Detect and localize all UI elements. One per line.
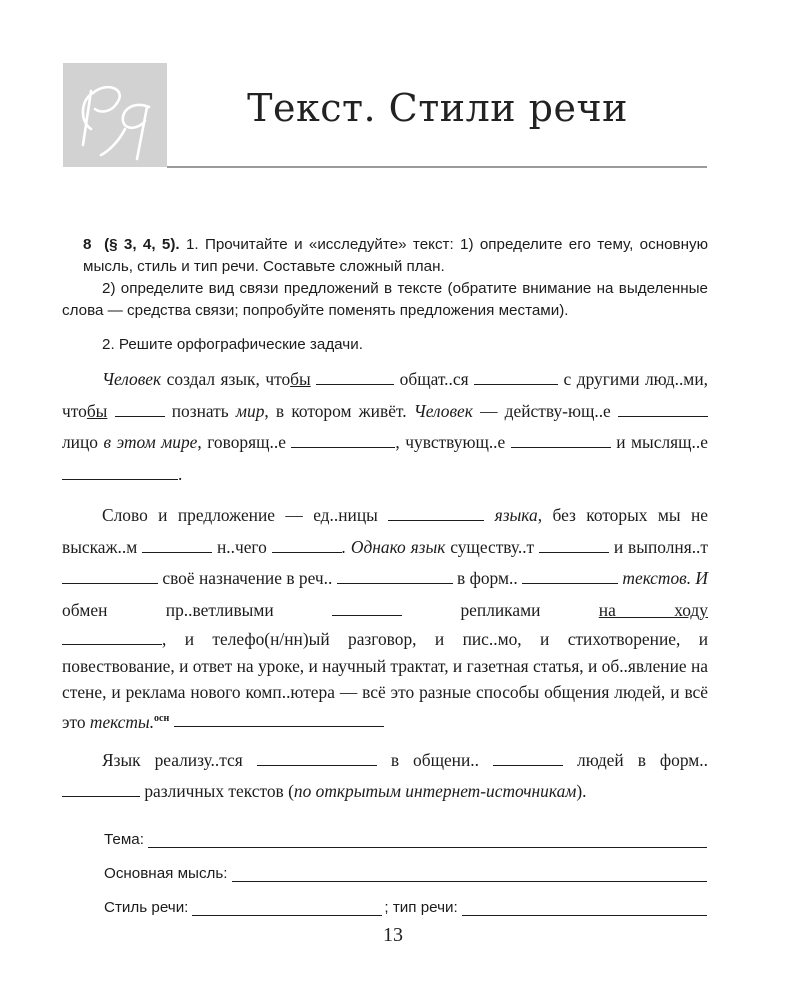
superscript-mark: осн <box>154 712 170 724</box>
highlight-word: языка <box>494 505 538 525</box>
fill-blank[interactable] <box>115 399 165 417</box>
fill-blank[interactable] <box>474 367 558 385</box>
highlight-word: Человек <box>102 369 162 389</box>
task-instruction-2: 2) определите вид связи предложений в тексте (обратите внимание на выделенные слова — средства связи; попробуйте поменять предложения местами). <box>62 280 708 319</box>
text-span: , без которых мы не выскаж..м <box>62 505 708 557</box>
text-span: , чувствующ..е <box>395 432 506 452</box>
text-span: — действу-ющ..е <box>480 400 611 421</box>
fill-blank[interactable] <box>493 748 563 766</box>
fill-blank[interactable] <box>337 566 453 584</box>
highlight-word: мир <box>235 400 265 421</box>
paragraph-2a <box>62 500 708 626</box>
fill-blank[interactable] <box>332 598 402 616</box>
text-span: , и телефо(н/нн)ый разговор, и пис..мо, и стихотворение, и повествование, и ответ на уроке, и научный трактат, и газетная статья, и об..явление на стене, и реклама нового комп..ютера — всё это разные способы общения людей, и всё это <box>62 629 708 732</box>
highlight-word: по открытым интернет-источникам <box>293 781 577 802</box>
text-span: своё назначение в реч.. <box>162 568 333 588</box>
fill-blank[interactable] <box>142 535 212 553</box>
fill-blank[interactable] <box>291 430 395 448</box>
text-span: ). <box>576 781 587 802</box>
fill-blank[interactable] <box>62 566 158 584</box>
header-rule <box>167 166 707 168</box>
text-span: обмен пр..ветливыми <box>62 599 274 620</box>
fill-blank[interactable] <box>272 535 342 553</box>
underlined-word: на ходу <box>598 599 708 620</box>
type-label: ; тип речи: <box>384 899 458 916</box>
text-span: Слово и предложение — ед..ницы <box>102 505 378 525</box>
text-span: , в котором живёт. <box>264 400 407 421</box>
text-span: . <box>178 463 183 484</box>
page-number: 13 <box>383 924 403 946</box>
fill-blank[interactable] <box>316 367 394 385</box>
instruction-text-1: 1. Прочитайте и «исследуйте» текст: 1) определите его тему, основную мысль, стиль и тип речи. Составьте сложный план. <box>83 236 708 275</box>
page-title: Текст. Стили речи <box>247 86 628 130</box>
paragraph-2b <box>62 626 708 735</box>
text-span: создал язык, что <box>166 369 291 389</box>
ornament-letters-icon <box>63 63 167 167</box>
theme-row <box>104 814 707 848</box>
style-row <box>104 882 707 916</box>
fill-blank[interactable] <box>62 627 162 645</box>
text-span: лицо <box>62 432 98 452</box>
underlined-word: бы <box>86 400 108 421</box>
text-span: и мыслящ..е <box>616 432 708 452</box>
highlight-word: тексты. <box>89 711 155 732</box>
text-span: в общени.. <box>390 749 479 770</box>
highlight-word: текстов. И <box>622 568 708 588</box>
text-span: различных текстов ( <box>144 781 294 802</box>
text-span: в форм.. <box>457 568 518 588</box>
fill-blank[interactable] <box>539 535 609 553</box>
task-instruction-1 <box>62 234 708 278</box>
fill-blank[interactable] <box>618 399 708 417</box>
theme-input[interactable] <box>148 829 707 848</box>
text-span: людей в форм.. <box>577 749 709 770</box>
fill-blank[interactable] <box>522 566 618 584</box>
paragraph-3 <box>62 745 708 808</box>
type-input[interactable] <box>462 897 707 916</box>
task-reference: (§ 3, 4, 5). <box>104 236 180 253</box>
highlight-word: в этом мире <box>103 432 198 452</box>
text-span: Язык реализу..тся <box>102 749 243 770</box>
fill-blank[interactable] <box>62 462 178 480</box>
idea-row <box>104 848 707 882</box>
underlined-word: бы <box>290 369 311 389</box>
highlight-word: . Однако язык <box>341 536 446 557</box>
highlight-word: Человек <box>413 400 473 421</box>
paragraph-1 <box>62 364 708 490</box>
text-span: и выполня..т <box>613 536 708 557</box>
fill-blank[interactable] <box>174 709 384 727</box>
idea-input[interactable] <box>232 863 707 882</box>
theme-label: Тема: <box>104 831 144 848</box>
fill-blank[interactable] <box>257 748 377 766</box>
style-label: Стиль речи: <box>104 899 189 916</box>
answer-fields <box>104 814 707 916</box>
exercise-text <box>62 364 708 808</box>
idea-label: Основная мысль: <box>104 865 228 882</box>
text-span: н..чего <box>216 536 267 557</box>
text-span: , говорящ..е <box>197 432 286 452</box>
style-input[interactable] <box>192 897 382 916</box>
chapter-logo <box>63 63 167 167</box>
fill-blank[interactable] <box>388 503 484 521</box>
task-instruction-3: 2. Решите орфографические задачи. <box>102 336 363 353</box>
task-instructions <box>62 234 708 356</box>
fill-blank[interactable] <box>511 430 611 448</box>
text-span: существу..т <box>450 536 535 557</box>
text-span: с другими люд..ми, что <box>62 369 708 421</box>
fill-blank[interactable] <box>62 779 140 797</box>
task-number: 8 <box>83 236 92 253</box>
text-span: репликами <box>460 599 541 620</box>
text-span: познать <box>171 400 229 421</box>
text-span: общат..ся <box>399 369 469 389</box>
